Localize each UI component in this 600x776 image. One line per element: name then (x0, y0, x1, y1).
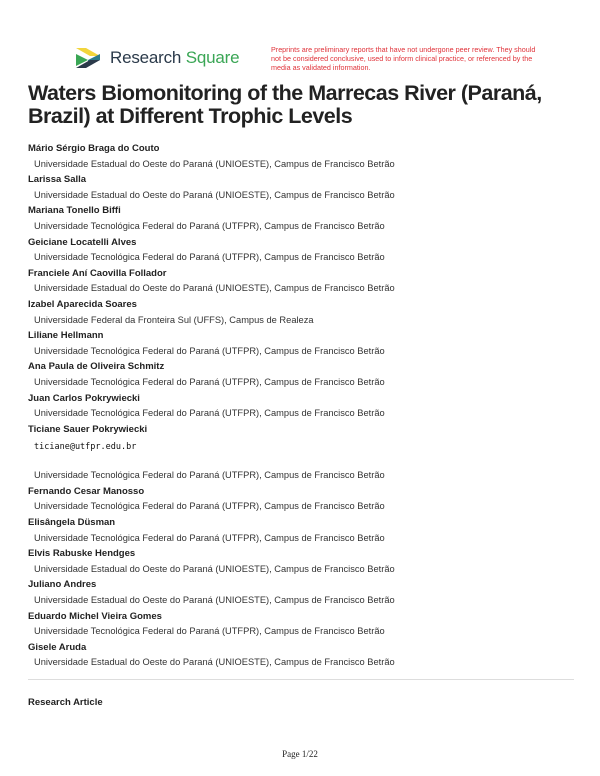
author-affiliation: Universidade Estadual do Oeste do Paraná (UNIOESTE), Campus de Francisco Betrão (34, 563, 395, 574)
author-name: Mariana Tonello Biffi (28, 205, 121, 217)
author-name: Ana Paula de Oliveira Schmitz (28, 361, 165, 373)
author-affiliation: Universidade Tecnológica Federal do Paraná (UTFPR), Campus de Francisco Betrão (34, 501, 385, 512)
author-affiliation: Universidade Tecnológica Federal do Paraná (UTFPR), Campus de Francisco Betrão (34, 626, 385, 637)
author-list (28, 141, 588, 671)
page-number: Page 1/22 (282, 749, 318, 759)
author-name: Gisele Aruda (28, 641, 87, 653)
author-name: Juliano Andres (28, 579, 97, 591)
preprint-notice: Preprints are preliminary reports that have not undergone peer review. They should not be considered conclusive, used to inform clinical practice, or referenced by the media as validated information. (271, 45, 536, 72)
article-type: Research Article (28, 697, 103, 708)
author-name: Ticiane Sauer Pokrywiecki (28, 423, 148, 435)
author-affiliation: Universidade Estadual do Oeste do Paraná (UNIOESTE), Campus de Francisco Betrão (34, 189, 395, 200)
author-name: Franciele Aní Caovilla Follador (28, 267, 167, 279)
author-affiliation: Universidade Tecnológica Federal do Paraná (UTFPR), Campus de Francisco Betrão (34, 345, 385, 356)
author-name: Elvis Rabuske Hendges (28, 548, 136, 560)
author-name: Mário Sérgio Braga do Couto (28, 143, 160, 154)
author-affiliation: Universidade Estadual do Oeste do Paraná (UNIOESTE), Campus de Francisco Betrão (34, 283, 395, 294)
divider (28, 679, 574, 680)
author-name: Juan Carlos Pokrywiecki (28, 392, 140, 404)
author-name: Fernando Cesar Manosso (28, 485, 145, 497)
paper-title: Waters Biomonitoring of the Marrecas River (Paraná, Brazil) at Different Trophic Levels (28, 81, 542, 128)
author-affiliation: Universidade Tecnológica Federal do Paraná (UTFPR), Campus de Francisco Betrão (34, 470, 385, 481)
research-square-logo-icon (74, 46, 102, 70)
author-affiliation: Universidade Tecnológica Federal do Paraná (UTFPR), Campus de Francisco Betrão (34, 532, 385, 543)
author-name: Larissa Salla (28, 174, 87, 186)
author-name: Liliane Hellmann (28, 330, 104, 342)
logo-word-square: Square (185, 48, 240, 67)
author-name: Geiciane Locatelli Alves (28, 236, 137, 248)
research-square-logo (74, 46, 239, 70)
author-affiliation: Universidade Tecnológica Federal do Paraná (UTFPR), Campus de Francisco Betrão (34, 408, 385, 419)
author-affiliation: Universidade Tecnológica Federal do Paraná (UTFPR), Campus de Francisco Betrão (34, 220, 385, 231)
author-affiliation: Universidade Federal da Fronteira Sul (UFFS), Campus de Realeza (34, 314, 314, 325)
author-affiliation: Universidade Estadual do Oeste do Paraná (UNIOESTE), Campus de Francisco Betrão (34, 595, 395, 606)
author-name: Izabel Aparecida Soares (28, 298, 137, 310)
author-affiliation: Universidade Tecnológica Federal do Paraná (UTFPR), Campus de Francisco Betrão (34, 252, 385, 263)
author-name: Elisângela Düsman (28, 517, 116, 529)
author-affiliation: Universidade Tecnológica Federal do Paraná (UTFPR), Campus de Francisco Betrão (34, 376, 385, 387)
author-name: Eduardo Michel Vieira Gomes (28, 610, 162, 622)
logo-word-research: Research (110, 48, 182, 67)
author-affiliation: Universidade Estadual do Oeste do Paraná (UNIOESTE), Campus de Francisco Betrão (34, 657, 395, 668)
author-affiliation: Universidade Estadual do Oeste do Paraná (UNIOESTE), Campus de Francisco Betrão (34, 158, 395, 169)
author-email[interactable]: ticiane@utfpr.edu.br (34, 442, 137, 453)
